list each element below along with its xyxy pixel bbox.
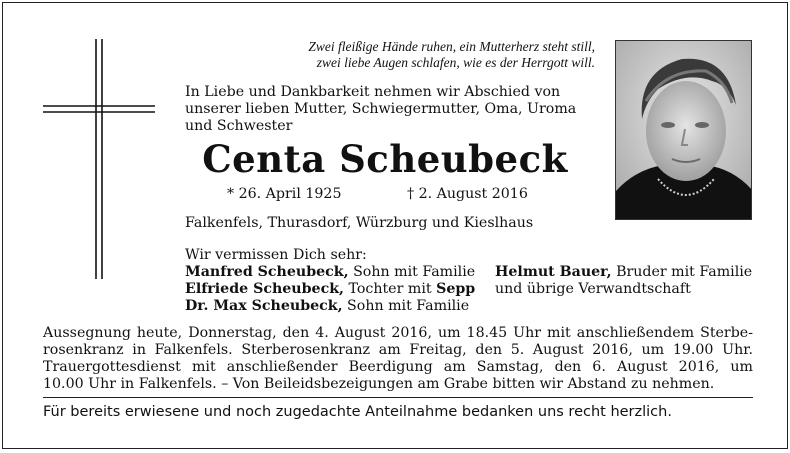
- ceremony-line: rosenkranz in Falkenfels. Sterberosenkranz am Freitag, den 5. August 2016, um 19.00 Uhr.: [43, 342, 753, 358]
- portrait-photo: [615, 40, 752, 220]
- mourner-partner-name: Sepp: [436, 281, 476, 297]
- mourners-right-column: [495, 264, 752, 298]
- ceremony-line: Aussegnung heute, Donnerstag, den 4. August 2016, um 18.45 Uhr mit anschließendem Sterbe-: [43, 325, 753, 341]
- mourner-name: Elfriede Scheubeck,: [185, 281, 344, 297]
- mourner-entry: [495, 281, 752, 298]
- obituary-notice: [2, 2, 788, 449]
- birth-date: * 26. April 1925: [227, 186, 342, 202]
- ceremony-line: Trauergottesdienst mit anschließender Beerdigung am Samstag, den 6. August 2016, um: [43, 359, 753, 375]
- mourners-heading: Wir vermissen Dich sehr:: [185, 247, 367, 263]
- mourner-relation: Sohn mit Familie: [348, 264, 476, 280]
- mourner-relation: Sohn mit Familie: [342, 298, 470, 314]
- cross-icon: [43, 39, 155, 279]
- death-date: † 2. August 2016: [407, 186, 528, 202]
- mourner-entry: [185, 298, 475, 315]
- mourners-left-column: [185, 264, 475, 315]
- thanks-line: Für bereits erwiesene und noch zugedachte Anteilnahme bedanken uns recht herzlich.: [43, 404, 672, 420]
- mourner-relation: und übrige Verwandtschaft: [495, 281, 691, 297]
- mourner-entry: [185, 281, 475, 298]
- mourner-relation: Tochter mit: [343, 281, 437, 297]
- mourner-name: Dr. Max Scheubeck,: [185, 298, 343, 314]
- intro-line: unserer lieben Mutter, Schwiegermutter, Oma, Uroma: [185, 101, 577, 117]
- mourner-name: Helmut Bauer,: [495, 264, 612, 280]
- deceased-name: Centa Scheubeck: [202, 137, 568, 181]
- mourner-entry: [495, 264, 752, 281]
- portrait-image: [616, 41, 752, 220]
- places-line: Falkenfels, Thurasdorf, Würzburg und Kieslhaus: [185, 215, 534, 231]
- intro-line: In Liebe und Dankbarkeit nehmen wir Abschied von: [185, 84, 561, 100]
- quote-line: zwei liebe Augen schlafen, wie es der Herrgott will.: [316, 55, 595, 70]
- ceremony-details: [43, 325, 753, 393]
- mourner-entry: [185, 264, 475, 281]
- intro-line: und Schwester: [185, 118, 293, 134]
- divider: [43, 397, 753, 398]
- mourners-section: [185, 247, 765, 314]
- quote-line: Zwei fleißige Hände ruhen, ein Mutterherz steht still,: [308, 39, 595, 54]
- memorial-quote: [185, 39, 595, 71]
- ceremony-line: 10.00 Uhr in Falkenfels. – Von Beileidsbezeigungen am Grabe bitten wir Abstand zu nehmen.: [43, 376, 715, 392]
- intro-text: [185, 84, 595, 135]
- mourner-relation: Bruder mit Familie: [611, 264, 753, 280]
- mourner-name: Manfred Scheubeck,: [185, 264, 349, 280]
